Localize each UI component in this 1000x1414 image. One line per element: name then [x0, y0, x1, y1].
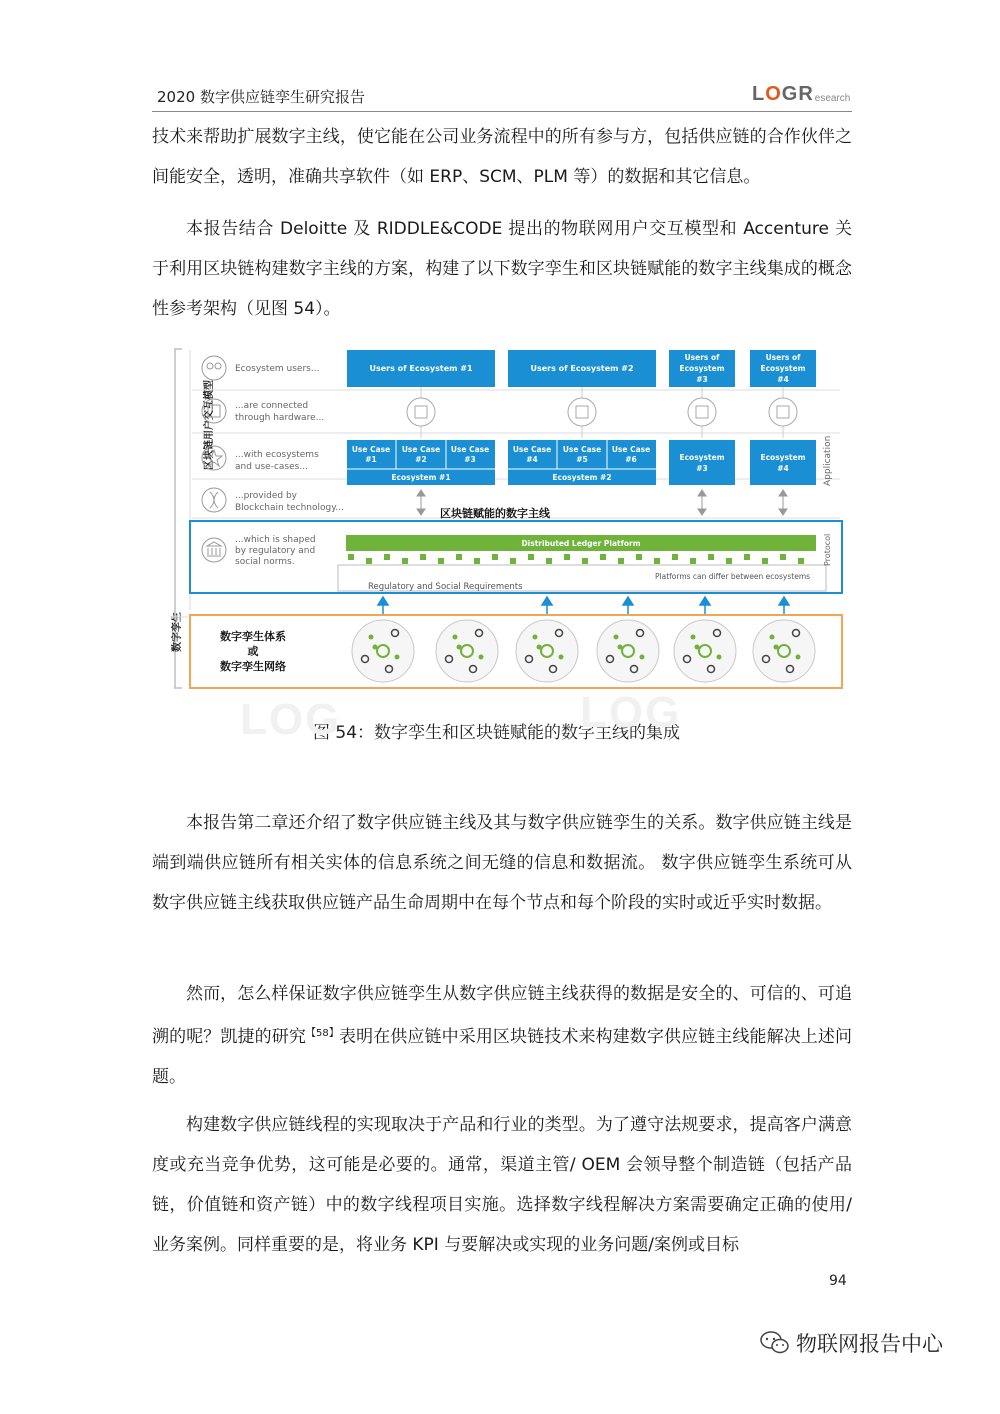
users-eco-3-l2: Ecosystem: [679, 364, 725, 373]
twin-network-circle: [597, 620, 659, 682]
header-divider: [152, 111, 852, 112]
ledger-blocks: [348, 554, 804, 564]
users-boxes: [347, 350, 816, 387]
row-text-users: Ecosystem users...: [235, 364, 320, 374]
twin-network-circle: [352, 620, 414, 682]
up-arrows: [378, 597, 789, 615]
use-case-3-l2: #3: [464, 455, 476, 464]
ecosystem-3-l2: #3: [696, 464, 708, 473]
application-label: Application: [823, 435, 833, 486]
ecosystem-1-label: Ecosystem #1: [391, 473, 451, 482]
use-case-boxes: [347, 440, 816, 485]
row-text-ecosystems-2: and use-cases...: [235, 462, 308, 472]
logo-letter-o: O: [765, 83, 782, 105]
twin-label-1: 数字孪生体系: [220, 630, 286, 643]
users-eco-3-l1: Users of: [684, 353, 720, 362]
row-text-norms-3: social norms.: [235, 557, 295, 567]
page-number: 94: [829, 1273, 847, 1289]
ecosystem-4-l2: #4: [777, 464, 789, 473]
regulatory-label: Regulatory and Social Requirements: [368, 582, 523, 592]
twin-node: [395, 655, 400, 660]
use-case-2-l1: Use Case: [401, 445, 441, 454]
hardware-chips: [407, 387, 797, 438]
twin-node: [369, 635, 374, 640]
twin-node: [457, 645, 462, 650]
twin-node: [479, 655, 484, 660]
report-title: 2020 数字供应链孪生研究报告: [157, 88, 365, 106]
row-text-blockchain-2: Blockchain technology...: [235, 503, 344, 513]
paragraph-1: 技术来帮助扩展数字主线，使它能在公司业务流程中的所有参与方，包括供应链的合作伙伴之间能安全，透明，准确共享软件（如 ERP、SCM、PLM 等）的数据和其它信息。: [152, 127, 852, 187]
twin-node: [559, 655, 564, 660]
logo-letter-g: G: [781, 83, 799, 105]
platforms-note: Platforms can differ between ecosystems: [655, 572, 811, 581]
twin-node: [537, 645, 542, 650]
twin-network-circle: [436, 620, 498, 682]
watermark-logo-right: LOG: [580, 688, 682, 737]
users-eco-4-l1: Users of: [765, 353, 801, 362]
twin-node: [614, 635, 619, 640]
architecture-diagram: [150, 340, 855, 700]
label-interaction-model: 区块链用户交互模型: [204, 380, 215, 470]
twin-node: [640, 655, 645, 660]
twin-node: [453, 635, 458, 640]
row-text-hardware-2: through hardware...: [235, 413, 325, 423]
label-digital-twin: 数字孪生: [172, 612, 183, 652]
twin-node: [796, 655, 801, 660]
citation-ref: 【58】: [305, 1028, 339, 1039]
dna-icon: [202, 488, 226, 512]
row-text-norms-2: by regulatory and: [235, 546, 316, 556]
twin-node: [770, 635, 775, 640]
use-case-3-l1: Use Case: [450, 445, 490, 454]
paragraph-5: 构建数字供应链线程的实现取决于产品和行业的类型。为了遵守法规要求，提高客户满意度或充当竞争优势，这可能是必要的。通常，渠道主管/ OEM 会领导整个制造链（包括产品链，价值链和资产链）中的数字线程项目实施。选择数字线程解决方案需要确定正确的使用/业务案例。同样重要的是，将业务 KPI 与要解决或实现的业务问题/案例或目标: [152, 1115, 852, 1255]
row-text-norms-1: ...which is shaped: [235, 535, 316, 545]
twin-network-circle: [516, 620, 578, 682]
users-eco-3-l3: #3: [696, 375, 708, 384]
row-text-blockchain-1: ...provided by: [235, 491, 297, 501]
logo-letter-l: L: [752, 83, 766, 105]
footer-brand-text: 物联网报告中心: [796, 1332, 943, 1356]
users-eco-4-l3: #4: [777, 375, 789, 384]
twin-network-circle: [753, 620, 815, 682]
use-case-4-l2: #4: [526, 455, 538, 464]
people-icon: [202, 356, 226, 380]
paragraph-3: 本报告第二章还介绍了数字供应链主线及其与数字供应链孪生的关系。数字供应链主线是端到端供应链所有相关实体的信息系统之间无缝的信息和数据流。 数字供应链孪生系统可从数字供应链主线获取供应链产品生命周期中在每个节点和每个阶段的实时或近乎实时数据。: [152, 813, 852, 913]
bank-icon: [202, 538, 226, 562]
figure-caption: 图 54：数字孪生和区块链赋能的数字主线的集成: [313, 723, 681, 743]
footer-brand: [760, 1328, 943, 1358]
twin-node: [774, 645, 779, 650]
use-case-1-l2: #1: [365, 455, 377, 464]
twin-node: [373, 645, 378, 650]
paragraph-4: [152, 974, 852, 1097]
use-case-5-l1: Use Case: [562, 445, 602, 454]
twin-node: [717, 655, 722, 660]
use-case-2-l2: #2: [415, 455, 427, 464]
watermark-logo-left: LOG: [240, 695, 342, 744]
use-case-6-l2: #6: [625, 455, 637, 464]
row-text-ecosystems-1: ...with ecosystems: [235, 450, 319, 460]
ecosystem-2-label: Ecosystem #2: [552, 473, 612, 482]
use-case-1-l1: Use Case: [351, 445, 391, 454]
protocol-label: Protocol: [823, 533, 832, 566]
wechat-icon: [760, 1330, 790, 1356]
twin-node: [618, 645, 623, 650]
logo-suffix: esearch: [814, 93, 851, 104]
use-case-4-l1: Use Case: [512, 445, 552, 454]
twin-label-2: 或: [247, 645, 259, 658]
ledger-label: Distributed Ledger Platform: [521, 539, 641, 548]
users-eco-1: Users of Ecosystem #1: [369, 364, 473, 373]
digital-thread-title: 区块链赋能的数字主线: [440, 507, 550, 520]
users-eco-2: Users of Ecosystem #2: [530, 364, 634, 373]
twin-label-3: 数字孪生网络: [220, 660, 286, 673]
twin-network-circle: [674, 620, 736, 682]
logr-logo: [752, 84, 850, 106]
paragraph-4-part-1: 然而，怎么样保证数字供应链孪生从数字供应链主线获得的数据是安全的、可信的、可追溯的呢？凯捷的研究: [152, 984, 852, 1047]
twin-node: [691, 635, 696, 640]
row-text-hardware-1: ...are connected: [235, 401, 309, 411]
users-eco-4-l2: Ecosystem: [760, 364, 806, 373]
logo-letter-r: R: [798, 83, 814, 105]
use-case-5-l2: #5: [576, 455, 588, 464]
use-case-6-l1: Use Case: [611, 445, 651, 454]
paragraph-4-part-2: 表明在供应链中采用区块链技术来构建数字供应链主线能解决上述问题。: [152, 1027, 853, 1087]
ecosystem-3-l1: Ecosystem: [679, 453, 725, 462]
twin-node: [695, 645, 700, 650]
twin-node: [533, 635, 538, 640]
ecosystem-4-l1: Ecosystem: [760, 453, 806, 462]
paragraph-2: 本报告结合 Deloitte 及 RIDDLE&CODE 提出的物联网用户交互模型和 Accenture 关于利用区块链构建数字主线的方案，构建了以下数字孪生和区块链赋能的数字主线集成的概念性参考架构（见图 54）。: [152, 219, 852, 319]
